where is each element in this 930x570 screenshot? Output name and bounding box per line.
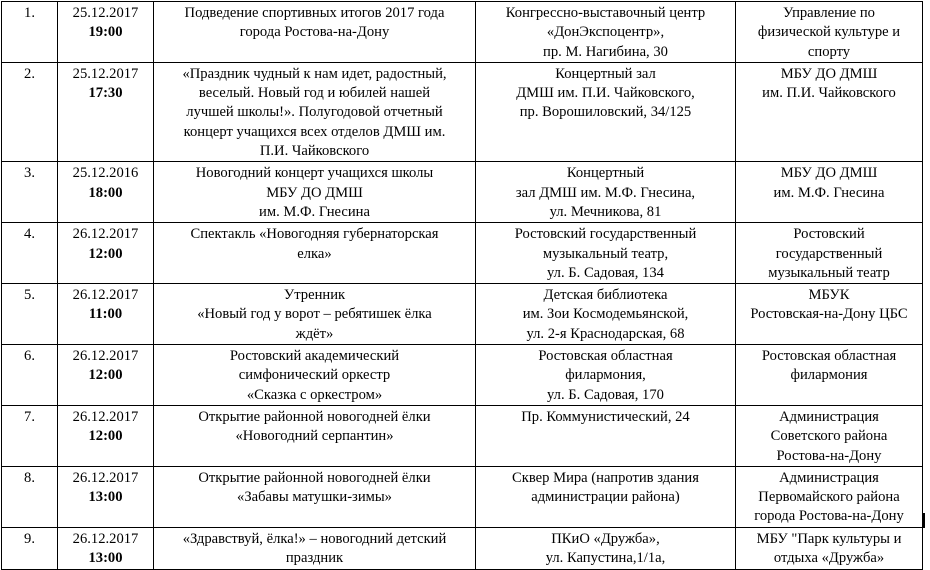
event-time: 17:30 — [88, 85, 123, 102]
event-time: 13:00 — [88, 489, 123, 506]
event-place-line: Пр. Коммунистический, 24 — [521, 408, 690, 425]
event-place-line: зал ДМШ им. М.Ф. Гнесина, — [515, 184, 696, 201]
event-organizer-line: Администрация — [779, 469, 879, 486]
event-title-line: праздник — [285, 550, 344, 567]
event-title-line: елка» — [297, 245, 332, 262]
event-title-line: «Забавы матушки-зимы» — [237, 489, 392, 506]
event-title-cell — [154, 284, 476, 345]
event-organizer-line: Первомайского района — [758, 489, 900, 506]
date-time-cell — [58, 466, 154, 527]
event-place-cell — [476, 527, 736, 569]
event-title-line: Новогодний концерт учащихся школы — [195, 165, 434, 182]
event-place-line: Конгрессно-выставочный центр — [505, 5, 706, 21]
event-organizer-line: Ростовская-на-Дону ЦБС — [750, 306, 908, 323]
event-place-line: ул. Мечникова, 81 — [549, 203, 662, 220]
event-organizer-line: Администрация — [779, 408, 879, 425]
event-title-line: симфонический оркестр — [238, 367, 391, 384]
event-place-line: филармония, — [565, 367, 646, 384]
event-date: 26.12.2017 — [72, 287, 139, 304]
event-place-line: Ростовский государственный — [514, 226, 697, 243]
event-title-line: «Здравствуй, ёлка!» – новогодний детский — [182, 530, 447, 547]
event-organizer-line: города Ростова-на-Дону — [754, 508, 904, 525]
event-title-cell — [154, 223, 476, 284]
event-date: 25.12.2017 — [72, 65, 139, 82]
event-title-cell — [154, 527, 476, 569]
event-organizer-line: Ростовский — [793, 226, 865, 243]
event-title-line: Открытие районной новогодней ёлки — [198, 408, 431, 425]
event-time: 12:00 — [88, 428, 123, 445]
event-organizer-cell — [736, 2, 923, 63]
event-time: 12:00 — [88, 367, 123, 384]
event-place-cell — [476, 405, 736, 466]
event-organizer-line: Ростова-на-Дону — [776, 447, 882, 464]
event-title-line: П.И. Чайковского — [259, 143, 370, 160]
event-date: 26.12.2017 — [72, 408, 139, 425]
event-date: 26.12.2017 — [72, 226, 139, 243]
table-row — [2, 2, 923, 63]
event-organizer-line: им. М.Ф. Гнесина — [773, 184, 885, 201]
event-place-cell — [476, 62, 736, 161]
event-place-line: Детская библиотека — [543, 287, 668, 304]
event-organizer-cell — [736, 466, 923, 527]
event-title-line: Спектакль «Новогодняя губернаторская — [190, 226, 439, 243]
event-place-line: ДМШ им. П.И. Чайковского, — [516, 85, 695, 102]
event-place-line: администрации района) — [531, 489, 680, 506]
event-time: 18:00 — [88, 184, 123, 201]
event-place-line: пр. Ворошиловский, 34/125 — [519, 104, 692, 121]
table-row — [2, 405, 923, 466]
event-organizer-cell — [736, 405, 923, 466]
event-time: 12:00 — [88, 245, 123, 262]
event-title-line: города Ростова-на-Дону — [239, 24, 390, 41]
row-number: 8. — [2, 466, 58, 527]
row-number: 7. — [2, 405, 58, 466]
event-place-line: ул. 2-я Краснодарская, 68 — [526, 325, 685, 342]
event-title-line: Открытие районной новогодней ёлки — [198, 469, 431, 486]
event-place-line: Сквер Мира (напротив здания — [512, 469, 699, 486]
events-table-body — [2, 2, 923, 570]
event-date: 25.12.2016 — [72, 165, 139, 182]
event-date: 25.12.2017 — [72, 5, 139, 21]
event-organizer-line: Управление по — [783, 5, 875, 21]
event-title-cell — [154, 162, 476, 223]
event-organizer-cell — [736, 284, 923, 345]
event-organizer-cell — [736, 223, 923, 284]
event-organizer-line: МБУ ДО ДМШ — [780, 65, 878, 82]
event-title-line: веселый. Новый год и юбилей нашей — [198, 85, 431, 102]
event-title-line: концерт учащихся всех отделов ДМШ им. — [183, 123, 446, 140]
event-organizer-line: государственный — [775, 245, 883, 262]
row-number: 6. — [2, 345, 58, 406]
event-place-line: пр. М. Нагибина, 30 — [543, 43, 668, 60]
event-organizer-line: им. П.И. Чайковского — [762, 85, 896, 102]
event-organizer-line: филармония — [790, 367, 868, 384]
event-organizer-line: МБУК — [808, 287, 850, 304]
event-organizer-cell — [736, 345, 923, 406]
event-title-line: ждёт» — [295, 325, 334, 342]
event-place-cell — [476, 2, 736, 63]
event-time: 19:00 — [88, 24, 123, 41]
event-title-line: лучшей школы!». Полугодовой отчетный — [186, 104, 443, 121]
event-title-line: МБУ ДО ДМШ — [266, 184, 363, 201]
event-place-line: ул. Капустина,1/1а, — [545, 550, 666, 567]
event-organizer-line: физической культуре и — [757, 24, 901, 41]
row-number: 5. — [2, 284, 58, 345]
event-organizer-line: Советского района — [770, 428, 888, 445]
event-time: 13:00 — [88, 550, 123, 567]
event-title-cell — [154, 2, 476, 63]
row-number: 1. — [2, 2, 58, 63]
event-title-line: им. М.Ф. Гнесина — [259, 203, 370, 220]
date-time-cell — [58, 62, 154, 161]
event-place-line: Концертный зал — [555, 65, 656, 82]
event-place-cell — [476, 466, 736, 527]
table-row — [2, 466, 923, 527]
event-organizer-cell — [736, 62, 923, 161]
event-title-line: Ростовский академический — [229, 348, 400, 365]
event-place-line: музыкальный театр, — [542, 245, 669, 262]
event-time: 11:00 — [88, 306, 123, 323]
table-row — [2, 62, 923, 161]
date-time-cell — [58, 2, 154, 63]
event-date: 26.12.2017 — [72, 469, 139, 486]
event-title-line: «Новогодний серпантин» — [235, 428, 394, 445]
event-date: 26.12.2017 — [72, 530, 139, 547]
event-organizer-line: МБУ ДО ДМШ — [780, 165, 878, 182]
event-organizer-line: спорту — [807, 43, 851, 60]
table-row — [2, 527, 923, 569]
date-time-cell — [58, 405, 154, 466]
event-title-cell — [154, 405, 476, 466]
event-organizer-cell — [736, 527, 923, 569]
event-title-cell — [154, 345, 476, 406]
table-row — [2, 223, 923, 284]
event-title-line: Подведение спортивных итогов 2017 года — [184, 5, 445, 21]
row-number: 9. — [2, 527, 58, 569]
event-organizer-line: Ростовская областная — [761, 348, 897, 365]
event-place-line: «ДонЭкспоцентр», — [546, 24, 665, 41]
page-edge-mark — [922, 513, 925, 528]
row-number: 3. — [2, 162, 58, 223]
date-time-cell — [58, 527, 154, 569]
event-title-line: «Сказка с оркестром» — [246, 386, 383, 403]
event-title-cell — [154, 466, 476, 527]
event-place-cell — [476, 345, 736, 406]
date-time-cell — [58, 284, 154, 345]
event-organizer-line: МБУ "Парк культуры и — [756, 530, 902, 547]
date-time-cell — [58, 345, 154, 406]
date-time-cell — [58, 223, 154, 284]
event-title-cell — [154, 62, 476, 161]
date-time-cell — [58, 162, 154, 223]
event-place-line: им. Зои Космодемьянской, — [522, 306, 689, 323]
event-place-line: Концертный — [566, 165, 645, 182]
event-organizer-line: музыкальный театр — [768, 264, 890, 281]
event-place-cell — [476, 223, 736, 284]
event-place-cell — [476, 162, 736, 223]
event-title-line: «Праздник чудный к нам идет, радостный, — [182, 65, 447, 82]
row-number: 4. — [2, 223, 58, 284]
events-table — [1, 1, 923, 570]
event-organizer-line: отдыха «Дружба» — [773, 550, 885, 567]
event-title-line: «Новый год у ворот – ребятишек ёлка — [197, 306, 432, 323]
row-number: 2. — [2, 62, 58, 161]
event-place-line: ПКиО «Дружба», — [551, 530, 660, 547]
event-date: 26.12.2017 — [72, 348, 139, 365]
event-organizer-cell — [736, 162, 923, 223]
event-place-line: ул. Б. Садовая, 134 — [547, 264, 664, 281]
event-place-cell — [476, 284, 736, 345]
event-title-line: Утренник — [283, 287, 346, 304]
table-row — [2, 345, 923, 406]
table-row — [2, 284, 923, 345]
table-row — [2, 162, 923, 223]
event-place-line: ул. Б. Садовая, 170 — [547, 386, 664, 403]
event-place-line: Ростовская областная — [538, 348, 673, 365]
